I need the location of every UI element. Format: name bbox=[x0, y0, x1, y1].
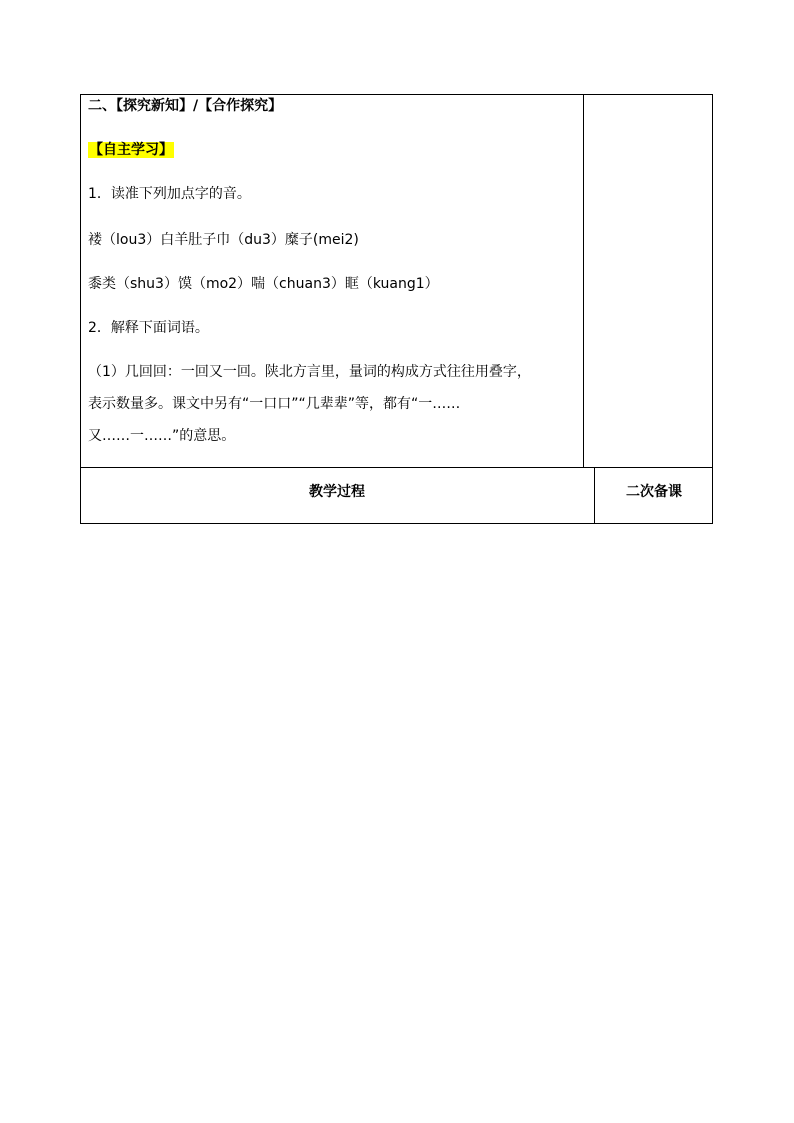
item-2-instruction: 2．解释下面词语。 bbox=[88, 320, 209, 336]
pronunciation-line-2: 黍类（shu3）馍（mo2）喘（chuan3）眶（kuang1） bbox=[88, 276, 439, 292]
item-1-instruction: 1．读准下列加点字的音。 bbox=[88, 186, 251, 202]
explanation-line-3: 又……一……”的意思。 bbox=[88, 428, 236, 444]
pronunciation-line-1: 褛（lou3）白羊肚子巾（du3）糜子(mei2) bbox=[88, 232, 359, 248]
explanation-line-2: 表示数量多。课文中另有“一口口”“几辈辈”等，都有“一…… bbox=[88, 396, 461, 412]
self-study-label: 【自主学习】 bbox=[89, 142, 173, 158]
section-heading: 二、【探究新知】/【合作探究】 bbox=[88, 98, 283, 114]
teaching-process-header: 教学过程 bbox=[309, 484, 365, 500]
self-study-label-wrapper bbox=[88, 140, 174, 160]
second-preparation-header: 二次备课 bbox=[626, 484, 682, 500]
explanation-line-1: （1）几回回：一回又一回。陕北方言里，量词的构成方式往往用叠字， bbox=[88, 364, 531, 380]
upper-column-divider bbox=[583, 94, 584, 468]
